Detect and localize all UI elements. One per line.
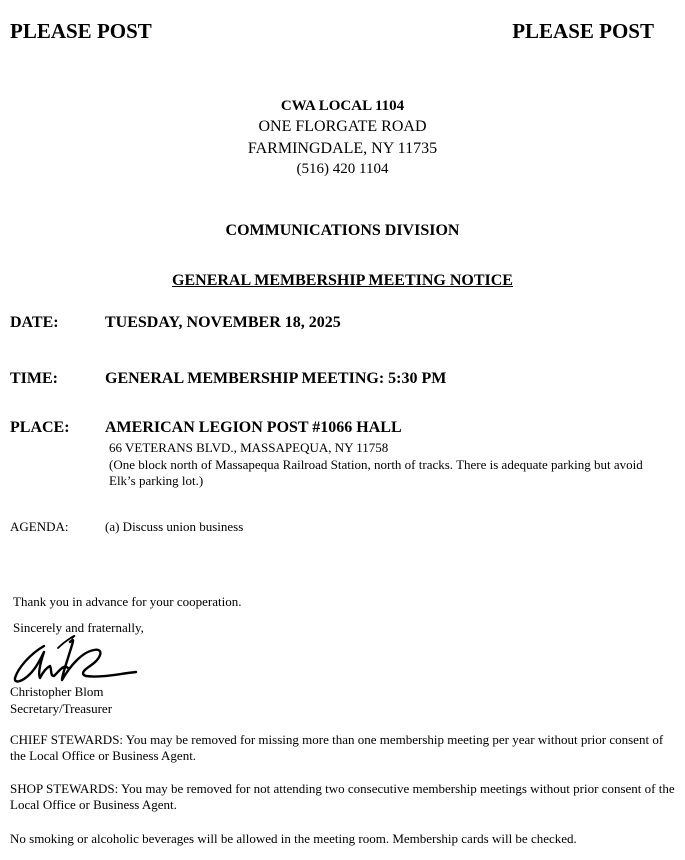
org-street: ONE FLORGATE ROAD [258, 118, 427, 135]
place-label: PLACE: [10, 419, 70, 436]
smoking-note: No smoking or alcoholic beverages will be allowed in the meeting room. Membership cards will be checked. [10, 831, 577, 846]
division-heading: COMMUNICATIONS DIVISION [225, 222, 460, 239]
chief-stewards-note: CHIEF STEWARDS: You may be removed for missing more than one membership meeting per year without prior consent of the Local Office or Business Agent. [10, 732, 664, 763]
place-directions: (One block north of Massapequa Railroad Station, north of tracks. There is adequate parking but avoid Elk’s parking lot.) [109, 457, 643, 488]
shop-stewards-note: SHOP STEWARDS: You may be removed for not attending two consecutive membership meetings without prior consent of the Local Office or Business Agent. [10, 781, 675, 812]
signer-name: Christopher Blom [10, 684, 104, 699]
signature-image [10, 634, 140, 691]
org-city: FARMINGDALE, NY 11735 [247, 140, 438, 157]
agenda-label: AGENDA: [10, 519, 69, 534]
time-value: GENERAL MEMBERSHIP MEETING: 5:30 PM [105, 370, 447, 387]
thanks-line: Thank you in advance for your cooperation. [13, 594, 242, 609]
notice-title: GENERAL MEMBERSHIP MEETING NOTICE [172, 272, 513, 289]
please-post-left: PLEASE POST [10, 19, 152, 43]
date-label: DATE: [10, 314, 59, 331]
place-address: 66 VETERANS BLVD., MASSAPEQUA, NY 11758 [109, 440, 389, 455]
org-name: CWA LOCAL 1104 [280, 98, 405, 114]
please-post-right: PLEASE POST [512, 19, 654, 43]
place-value: AMERICAN LEGION POST #1066 HALL [105, 419, 402, 436]
salutation: Sincerely and fraternally, [13, 620, 144, 635]
signer-title: Secretary/Treasurer [10, 701, 113, 716]
agenda-item: (a) Discuss union business [105, 519, 244, 534]
date-value: TUESDAY, NOVEMBER 18, 2025 [105, 314, 341, 331]
time-label: TIME: [10, 370, 58, 387]
org-phone: (516) 420 1104 [296, 161, 389, 177]
